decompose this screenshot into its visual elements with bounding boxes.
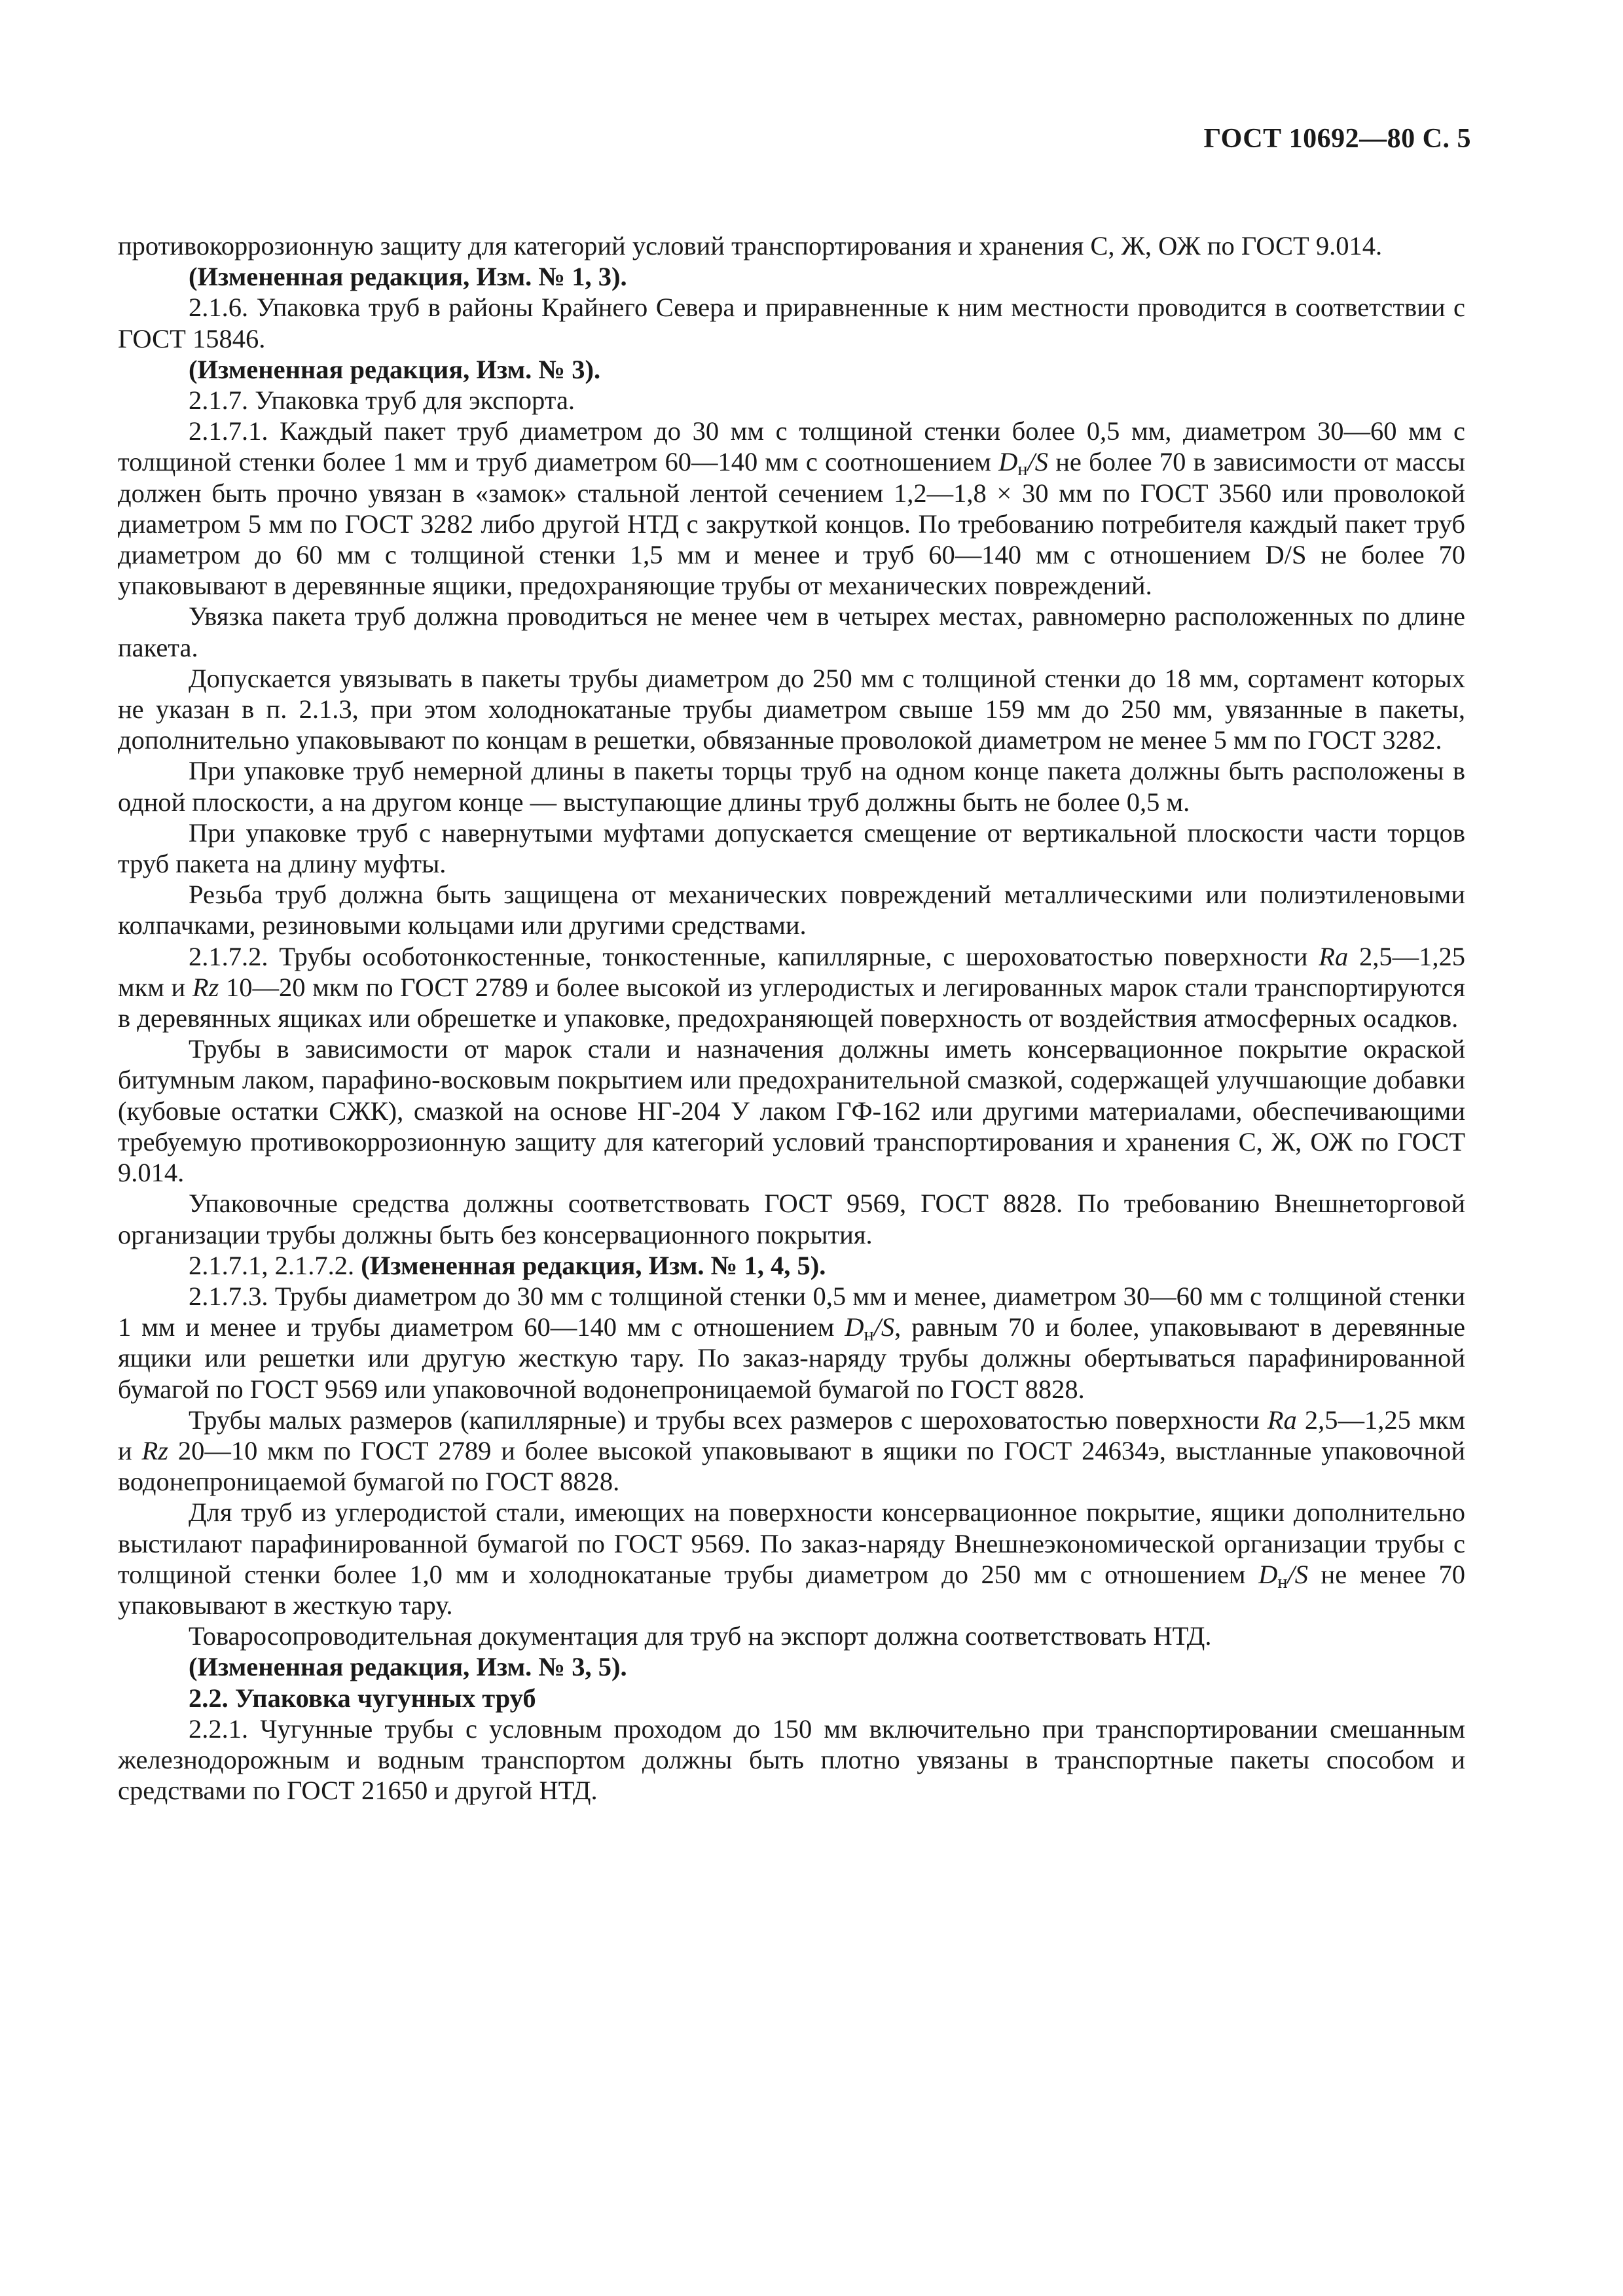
- paragraph: Для труб из углеродистой стали, имеющих на поверхности консервационное покрытие, ящики дополнительно выстилают парафинированной бумагой по ГОСТ 9569. По заказ-наряду Внешнеэкономической организации трубы с толщиной стенки более 1,0 мм и холоднокатаные трубы диаметром до 250 мм с отношением $D_н/S$ не менее 70 упаковывают в жесткую тару.: [118, 1498, 1465, 1620]
- revision-note-line: 2.1.7.1, 2.1.7.2. (Измененная редакция, Изм. № 1, 4, 5).: [189, 1250, 826, 1280]
- paragraph: При упаковке труб немерной длины в пакеты торцы труб на одном конце пакета должны быть расположены в одной плоскости, а на другом конце — выступающие длины труб должны быть не более 0,5 м.: [118, 756, 1465, 817]
- clause-2-1-6: 2.1.6. Упаковка труб в районы Крайнего Севера и приравненные к ним местности проводится в соответствии с ГОСТ 15846.: [118, 293, 1465, 353]
- paragraph: Упаковочные средства должны соответствовать ГОСТ 9569, ГОСТ 8828. По требованию Внешнеторговой организации трубы должны быть без консервационного покрытия.: [118, 1189, 1465, 1249]
- paragraph: Трубы малых размеров (капиллярные) и трубы всех размеров с шероховатостью поверхности Ra 2,5—1,25 мкм и Rz 20—10 мкм по ГОСТ 2789 и более высокой упаковывают в ящики по ГОСТ 24634э, выстланные упаковочной водонепроницаемой бумагой по ГОСТ 8828.: [118, 1405, 1466, 1497]
- paragraph: Трубы в зависимости от марок стали и назначения должны иметь консервационное покрытие окраской битумным лаком, парафино-восковым покрытием или предохранительной смазкой, содержащей улучшающие добавки (кубовые остатки СЖК), смазкой на основе НГ-204 У лаком ГФ-162 или другими материалами, обеспечивающими требуемую противокоррозионную защиту для категорий условий транспортирования и хранения С, Ж, ОЖ по ГОСТ 9.014.: [118, 1034, 1465, 1188]
- paragraph: Товаросопроводительная документация для труб на экспорт должна соответствовать НТД.: [189, 1621, 1212, 1651]
- page-header: ГОСТ 10692—80 С. 5: [1203, 124, 1471, 154]
- revision-note: (Измененная редакция, Изм. № 1, 3).: [189, 262, 627, 292]
- revision-note: (Измененная редакция, Изм. № 3, 5).: [189, 1652, 627, 1682]
- paragraph-continuation: противокоррозионную защиту для категорий условий транспортирования и хранения С, Ж, ОЖ по ГОСТ 9.014.: [118, 231, 1383, 260]
- clause-2-2-1: 2.2.1. Чугунные трубы с условным проходом до 150 мм включительно при транспортировании смешанным железнодорожным и водным транспортом должны быть плотно увязаны в транспортные пакеты способом и средствами по ГОСТ 21650 и другой НТД.: [118, 1713, 1465, 1806]
- section-heading-2-2: 2.2. Упаковка чугунных труб: [189, 1683, 536, 1713]
- clause-2-1-7-2: 2.1.7.2. Трубы особотонкостенные, тонкостенные, капиллярные, с шероховатостью поверхности Ra 2,5—1,25 мкм и Rz 10—20 мкм по ГОСТ 2789 и более высокой из углеродистых и легированных марок стали транспортируются в деревянных ящиках или обрешетке и упаковке, предохраняющей поверхность от воздействия атмосферных осадков.: [118, 941, 1465, 1033]
- clause-2-1-7-3: 2.1.7.3. Трубы диаметром до 30 мм с толщиной стенки 0,5 мм и менее, диаметром 30—60 мм с толщиной стенки 1 мм и менее и трубы диаметром 60—140 мм с отношением $D_н/S$, равным 70 и более, упаковывают в деревянные ящики или решетки или другую жесткую тару. По заказ-наряду трубы должны обертываться парафинированной бумагой по ГОСТ 9569 или упаковочной водонепроницаемой бумагой по ГОСТ 8828.: [118, 1281, 1465, 1404]
- clause-2-1-7: 2.1.7. Упаковка труб для экспорта.: [189, 386, 575, 416]
- revision-note: (Измененная редакция, Изм. № 3).: [189, 354, 601, 384]
- clause-2-1-7-1: 2.1.7.1. Каждый пакет труб диаметром до 30 мм с толщиной стенки более 0,5 мм, диаметром 30—60 мм с толщиной стенки более 1 мм и труб диаметром 60—140 мм с соотношением $D_н/S$ не более 70 в зависимости от массы должен быть прочно увязан в «замок» стальной лентой сечением 1,2—1,8 × 30 мм по ГОСТ 3560 или проволокой диаметром 5 мм по ГОСТ 3282 либо другой НТД с закруткой концов. По требованию потребителя каждый пакет труб диаметром до 60 мм с толщиной стенки 1,5 мм и менее и труб 60—140 мм с отношением D/S не более 70 упаковывают в деревянные ящики, предохраняющие трубы от механических повреждений.: [118, 416, 1465, 601]
- document-body: [118, 230, 1465, 1806]
- paragraph: Резьба труб должна быть защищена от механических повреждений металлическими или полиэтиленовыми колпачками, резиновыми кольцами или другими средствами.: [118, 880, 1465, 941]
- paragraph: Увязка пакета труб должна проводиться не менее чем в четырех местах, равномерно расположенных по длине пакета.: [118, 601, 1465, 662]
- paragraph: При упаковке труб с навернутыми муфтами допускается смещение от вертикальной плоскости части торцов труб пакета на длину муфты.: [118, 817, 1465, 879]
- paragraph: Допускается увязывать в пакеты трубы диаметром до 250 мм с толщиной стенки до 18 мм, сортамент которых не указан в п. 2.1.3, при этом холоднокатаные трубы диаметром свыше 159 мм до 250 мм, увязанные в пакеты, дополнительно упаковывают по концам в решетки, обвязанные проволокой диаметром не менее 5 мм по ГОСТ 3282.: [118, 663, 1465, 755]
